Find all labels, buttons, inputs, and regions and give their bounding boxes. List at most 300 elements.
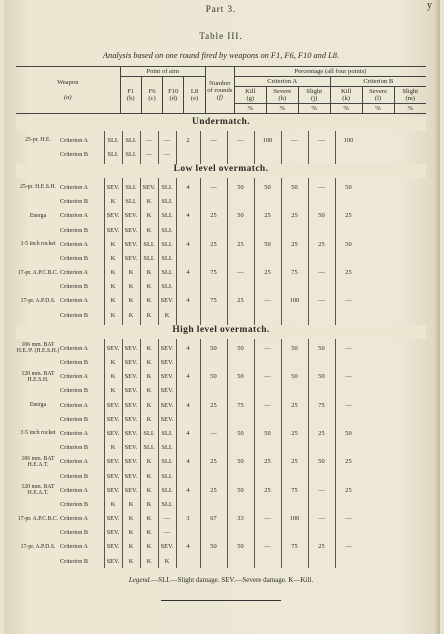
aim-point-result: SLI. <box>161 444 173 452</box>
aim-point-result: SLI. <box>161 458 173 466</box>
table-row <box>16 209 426 223</box>
rounds-value: 4 <box>186 240 190 248</box>
percentage-value: 50 <box>210 543 217 551</box>
criterion-label: Criterion B <box>60 198 89 206</box>
criterion-label: Criterion B <box>60 254 89 262</box>
col-f10-label: F10 <box>168 88 179 95</box>
percentage-value: 50 <box>291 373 298 381</box>
section-heading: High level overmatch. <box>16 325 426 339</box>
col-f10-sub: (d) <box>169 95 178 102</box>
weapon-name: 25-pr. H.E.S.H. <box>19 184 57 191</box>
rounds-value: 4 <box>186 429 190 437</box>
pct-col-label: Slight <box>306 88 323 95</box>
criterion-label: Criterion B <box>60 472 89 480</box>
percentage-value: — <box>345 515 352 523</box>
percentage-value: 25 <box>291 240 298 248</box>
aim-point-result: SEV. <box>124 212 138 220</box>
aim-point-result: K <box>128 543 134 551</box>
aim-point-result: K <box>110 240 116 248</box>
column-separator <box>335 117 336 568</box>
aim-point-result: SLI. <box>161 500 173 508</box>
percentage-value: — <box>264 401 271 409</box>
pct-unit: % <box>330 104 362 114</box>
percentage-value: — <box>237 136 244 144</box>
pct-col-sub: (l) <box>374 95 382 102</box>
percentage-value: 50 <box>291 183 298 191</box>
aim-point-result: SLI. <box>143 444 155 452</box>
rounds-value: 2 <box>186 136 190 144</box>
aim-point-result: SEV. <box>106 183 120 191</box>
column-separator <box>227 117 228 568</box>
aim-point-result: K <box>128 269 134 277</box>
col-f6-label: F6 <box>148 88 156 95</box>
percentage-value: — <box>318 297 325 305</box>
column-separator <box>200 117 201 568</box>
aim-point-result: K <box>146 415 152 423</box>
table-row <box>16 540 426 554</box>
pct-col-sub: (h) <box>278 95 287 102</box>
aim-point-result: SEV. <box>124 226 138 234</box>
col-f6-sub: (c) <box>148 95 156 102</box>
legend <box>16 576 426 584</box>
aim-point-result: SEV. <box>124 415 138 423</box>
aim-point-result: SLI. <box>143 254 155 262</box>
aim-point-result: SEV. <box>124 344 138 352</box>
percentage-value: 75 <box>318 401 325 409</box>
criterion-label: Criterion B <box>60 283 89 291</box>
criterion-label: Criterion A <box>60 515 89 523</box>
aim-point-result: SEV. <box>160 344 174 352</box>
aim-point-result: SLI. <box>143 429 155 437</box>
table-row <box>16 483 426 497</box>
percentage-value: — <box>264 344 271 352</box>
column-separator <box>254 117 255 568</box>
criterion-label: Criterion A <box>60 344 89 352</box>
section-heading: Low level overmatch. <box>16 164 426 178</box>
bottom-rule <box>161 600 281 601</box>
pct-unit: % <box>362 104 394 114</box>
aim-point-result: SLI. <box>161 254 173 262</box>
aim-point-result: K <box>110 254 116 262</box>
pct-col-label: Kill <box>340 88 352 95</box>
pct-col-header <box>298 87 330 104</box>
percentage-value: — <box>264 297 271 305</box>
aim-point-result: SEV. <box>160 401 174 409</box>
part-heading: Part 3. <box>205 4 237 14</box>
aim-point-result: K <box>146 557 152 565</box>
rounds-value: 4 <box>186 297 190 305</box>
percentage-value: 25 <box>345 458 352 466</box>
table-row <box>16 455 426 469</box>
percentage-value: — <box>318 269 325 277</box>
percentage-value: 25 <box>318 543 325 551</box>
criterion-label: Criterion A <box>60 297 89 305</box>
percentage-value: 25 <box>264 212 271 220</box>
aim-point-result: K <box>110 311 116 319</box>
aim-point-result: SEV. <box>124 458 138 466</box>
percentage-value: — <box>210 183 217 191</box>
criterion-label: Criterion A <box>60 543 89 551</box>
weapon-name: 3·5 inch rocket <box>20 241 56 248</box>
column-separator <box>176 117 177 568</box>
percentage-value: 25 <box>210 458 217 466</box>
aim-point-result: SEV. <box>106 458 120 466</box>
criterion-label: Criterion A <box>60 458 89 466</box>
aim-point-result: SLI. <box>125 198 137 206</box>
criterion-label: Criterion B <box>60 359 89 367</box>
percentage-value: 50 <box>237 344 244 352</box>
table-row <box>16 237 426 251</box>
criterion-label: Criterion A <box>60 183 89 191</box>
aim-point-result: K <box>110 359 116 367</box>
col-f10-header <box>163 77 184 114</box>
legend-label: Legend. <box>128 576 152 585</box>
aim-point-result: SLI. <box>161 283 173 291</box>
percentage-value: 25 <box>210 401 217 409</box>
aim-point-result: K <box>110 444 116 452</box>
pct-unit: % <box>298 104 330 114</box>
percentage-value: 25 <box>264 458 271 466</box>
aim-point-result: SEV. <box>124 387 138 395</box>
rounds-value: 4 <box>186 458 190 466</box>
weapon-name: 3·5 inch rocket <box>20 430 56 437</box>
aim-point-result: K <box>146 344 152 352</box>
aim-point-result: SEV. <box>160 373 174 381</box>
table-caption: Analysis based on one round fired by weapons on F1, F6, F10 and L8. <box>102 51 340 60</box>
pct-col-header <box>330 87 362 104</box>
rounds-header-sub: (f) <box>216 93 223 101</box>
percentage-value: 75 <box>291 269 298 277</box>
criterion-label: Criterion A <box>60 401 89 409</box>
percentage-value: 25 <box>210 486 217 494</box>
percentage-value: 50 <box>237 486 244 494</box>
aim-point-result: SLI. <box>125 183 137 191</box>
percentage-value: 50 <box>291 344 298 352</box>
aim-point-result: K <box>146 472 152 480</box>
percentage-value: 50 <box>210 373 217 381</box>
table-row <box>16 266 426 280</box>
aim-point-result: K <box>110 283 116 291</box>
aim-point-result: SEV. <box>106 486 120 494</box>
percentage-value: 67 <box>210 515 217 523</box>
percentage-value: — <box>237 269 244 277</box>
aim-point-result: — <box>145 136 153 144</box>
percentage-value: 25 <box>345 486 352 494</box>
weapon-name: 120 mm. BAT H.E.A.T. <box>21 484 55 497</box>
table-row <box>16 195 426 209</box>
aim-point-result: SEV. <box>124 373 138 381</box>
aim-point-result: K <box>146 529 152 537</box>
table-row <box>16 341 426 355</box>
aim-point-result: K <box>128 297 134 305</box>
percentage-value: 50 <box>237 212 244 220</box>
percentage-value: 50 <box>345 183 352 191</box>
criterion-label: Criterion A <box>60 429 89 437</box>
percentage-value: 50 <box>264 429 271 437</box>
percentage-value: 25 <box>318 240 325 248</box>
percentage-value: 75 <box>210 269 217 277</box>
aim-point-result: K <box>110 269 116 277</box>
aim-point-result: K <box>146 515 152 523</box>
aim-point-result: SLI. <box>161 183 173 191</box>
pct-col-sub: (g) <box>246 95 255 102</box>
aim-point-result: SEV. <box>160 543 174 551</box>
aim-point-result: K <box>146 373 152 381</box>
aim-point-result: K <box>128 529 134 537</box>
table-row <box>16 384 426 398</box>
aim-point-result: SLI. <box>161 212 173 220</box>
table-title: Table III. <box>199 31 243 41</box>
aim-point-result: SEV. <box>124 472 138 480</box>
percentage-value: 25 <box>345 269 352 277</box>
percentage-value: 50 <box>318 212 325 220</box>
document-page <box>4 0 440 634</box>
aim-point-result: SLI. <box>161 486 173 494</box>
rounds-value: 4 <box>186 269 190 277</box>
table-row <box>16 355 426 369</box>
aim-point-result: K <box>110 373 116 381</box>
aim-point-result: SLI. <box>143 240 155 248</box>
table-row <box>16 251 426 265</box>
criterion-label: Criterion A <box>60 212 89 220</box>
rounds-value: 4 <box>186 543 190 551</box>
table-row <box>16 133 426 147</box>
percentage-value: 50 <box>210 344 217 352</box>
pct-col-header <box>394 87 426 104</box>
aim-point-result: K <box>110 198 116 206</box>
aim-point-result: K <box>164 557 170 565</box>
table-row <box>16 398 426 412</box>
aim-point-result: K <box>128 557 134 565</box>
percentage-value: — <box>291 136 298 144</box>
rounds-value: 4 <box>186 212 190 220</box>
percentage-value: — <box>210 136 217 144</box>
percentage-value: 50 <box>264 240 271 248</box>
percentage-value: — <box>345 373 352 381</box>
table-row <box>16 554 426 568</box>
criterion-label: Criterion B <box>60 529 89 537</box>
criterion-a-header: Criterion A <box>234 77 330 87</box>
table-row <box>16 426 426 440</box>
percentage-value: 50 <box>318 344 325 352</box>
aim-point-result: K <box>110 297 116 305</box>
criterion-label: Criterion A <box>60 240 89 248</box>
percentage-value: — <box>345 401 352 409</box>
page-shadow <box>434 0 440 634</box>
aim-point-result: SEV. <box>124 429 138 437</box>
aim-point-result: SEV. <box>142 183 156 191</box>
aim-point-result: K <box>146 198 152 206</box>
aim-point-result: SEV. <box>106 212 120 220</box>
table-row <box>16 441 426 455</box>
table-row <box>16 280 426 294</box>
percentage-value: — <box>264 373 271 381</box>
percentage-value: 25 <box>210 240 217 248</box>
percentage-value: 25 <box>291 401 298 409</box>
table-body <box>16 117 426 568</box>
aim-point-result: SEV. <box>124 254 138 262</box>
aim-point-result: K <box>146 212 152 220</box>
table-row <box>16 526 426 540</box>
aim-point-result: SEV. <box>106 415 120 423</box>
percentage-value: 50 <box>237 429 244 437</box>
percentage-value: — <box>318 136 325 144</box>
aim-point-result: K <box>110 387 116 395</box>
table-row <box>16 147 426 161</box>
percentage-value: 25 <box>345 212 352 220</box>
table-row <box>16 223 426 237</box>
percentage-value: 50 <box>237 458 244 466</box>
aim-point-result: SEV. <box>124 401 138 409</box>
rounds-header <box>205 67 234 114</box>
pct-col-sub: (k) <box>342 95 350 102</box>
criterion-label: Criterion B <box>60 150 89 158</box>
col-l8-label: L8 <box>190 88 199 95</box>
criterion-label: Criterion A <box>60 373 89 381</box>
aim-point-result: SLI. <box>161 472 173 480</box>
percentage-value: 25 <box>291 429 298 437</box>
aim-point-result: SEV. <box>106 401 120 409</box>
weapon-name: 17-pr. A.P.C.B.C. <box>17 515 59 522</box>
column-separator <box>281 117 282 568</box>
pct-col-sub: (m) <box>405 95 416 102</box>
criterion-label: Criterion B <box>60 311 89 319</box>
percentage-header: Percentage (all four points) <box>234 67 426 77</box>
percentage-value: 50 <box>318 373 325 381</box>
weapon-name: 25-pr. H.E. <box>25 137 51 144</box>
percentage-value: 100 <box>262 136 273 144</box>
percentage-value: 100 <box>289 297 300 305</box>
percentage-value: 33 <box>237 515 244 523</box>
percentage-value: — <box>318 486 325 494</box>
aim-point-result: K <box>146 458 152 466</box>
section-heading: Undermatch. <box>16 117 426 131</box>
criterion-label: Criterion B <box>60 226 89 234</box>
aim-point-result: — <box>163 515 171 523</box>
aim-point-result: K <box>110 500 116 508</box>
weapon-header-label: Weapon <box>57 79 79 86</box>
percentage-value: 50 <box>237 543 244 551</box>
percentage-value: — <box>345 297 352 305</box>
aim-point-result: SEV. <box>124 359 138 367</box>
aim-point-result: SEV. <box>106 529 120 537</box>
aim-point-result: K <box>146 401 152 409</box>
percentage-value: — <box>210 429 217 437</box>
aim-point-result: SEV. <box>124 240 138 248</box>
table-row <box>16 412 426 426</box>
aim-point-result: — <box>163 136 171 144</box>
aim-point-result: — <box>145 150 153 158</box>
aim-point-result: SEV. <box>124 486 138 494</box>
aim-point-result: SEV. <box>106 472 120 480</box>
aim-point-result: K <box>146 486 152 494</box>
percentage-value: 50 <box>237 183 244 191</box>
percentage-value: — <box>318 515 325 523</box>
percentage-value: 25 <box>264 486 271 494</box>
aim-point-result: SEV. <box>106 515 120 523</box>
percentage-value: 50 <box>318 458 325 466</box>
criterion-b-header: Criterion B <box>330 77 426 87</box>
pct-unit: % <box>266 104 298 114</box>
aim-point-result: K <box>146 269 152 277</box>
percentage-value: 25 <box>210 212 217 220</box>
weapon-name: 106 mm. BAT H.E.A.T. <box>21 455 55 468</box>
table-row <box>16 294 426 308</box>
pct-col-header <box>266 87 298 104</box>
aim-point-result: SLI. <box>161 429 173 437</box>
table-row <box>16 469 426 483</box>
rounds-value: 3 <box>186 515 190 523</box>
percentage-value: 25 <box>291 212 298 220</box>
pct-col-sub: (j) <box>311 95 318 102</box>
aim-point-result: K <box>146 359 152 367</box>
aim-point-result: SEV. <box>106 429 120 437</box>
aim-point-result: SEV. <box>160 415 174 423</box>
corner-mark: y <box>427 0 432 11</box>
criterion-label: Criterion B <box>60 415 89 423</box>
percentage-value: 25 <box>237 240 244 248</box>
rounds-header-label: Number of rounds <box>207 79 233 94</box>
criterion-label: Criterion A <box>60 269 89 277</box>
pct-col-label: Severe <box>369 88 388 95</box>
weapon-name: Energa <box>29 212 47 219</box>
legend-text: —SLI.—Slight damage. SEV.—Severe damage. K—Kill. <box>151 576 314 585</box>
aim-point-result: K <box>128 311 134 319</box>
criterion-label: Criterion B <box>60 444 89 452</box>
column-separator <box>104 117 105 568</box>
aim-point-result: K <box>146 387 152 395</box>
aim-point-result: SEV. <box>160 359 174 367</box>
weapon-header-sub: (a) <box>63 94 72 101</box>
percentage-value: — <box>264 515 271 523</box>
weapon-header <box>16 67 120 114</box>
percentage-value: 25 <box>264 269 271 277</box>
pct-col-label: Severe <box>273 88 292 95</box>
aim-point-result: SEV. <box>160 387 174 395</box>
table-row <box>16 497 426 511</box>
table-row <box>16 512 426 526</box>
percentage-value: 75 <box>210 297 217 305</box>
aim-point-result: SLI. <box>125 150 137 158</box>
col-f6-header <box>141 77 162 114</box>
aim-point-result: K <box>128 283 134 291</box>
percentage-value: 50 <box>345 429 352 437</box>
aim-point-result: SLI. <box>161 226 173 234</box>
pct-unit: % <box>234 104 266 114</box>
col-l8-header <box>184 77 205 114</box>
percentage-value: 75 <box>291 486 298 494</box>
point-of-aim-header: Point of aim <box>120 67 205 77</box>
table-header <box>16 67 426 114</box>
rounds-value: 4 <box>186 183 190 191</box>
percentage-value: — <box>264 543 271 551</box>
pct-col-header <box>362 87 394 104</box>
aim-point-result: K <box>146 297 152 305</box>
pct-col-label: Slight <box>402 88 419 95</box>
percentage-value: 50 <box>345 240 352 248</box>
rounds-value: 4 <box>186 373 190 381</box>
aim-point-result: K <box>164 311 170 319</box>
col-l8-sub: (e) <box>190 95 199 102</box>
aim-point-result: K <box>146 500 152 508</box>
aim-point-result: SEV. <box>160 297 174 305</box>
aim-point-result: SLI. <box>125 136 137 144</box>
aim-point-result: — <box>163 529 171 537</box>
percentage-value: 75 <box>237 401 244 409</box>
weapon-name: Energa <box>29 402 47 409</box>
weapon-name: 17-pr. A.P.D.S. <box>20 297 56 304</box>
aim-point-result: SLI. <box>161 269 173 277</box>
